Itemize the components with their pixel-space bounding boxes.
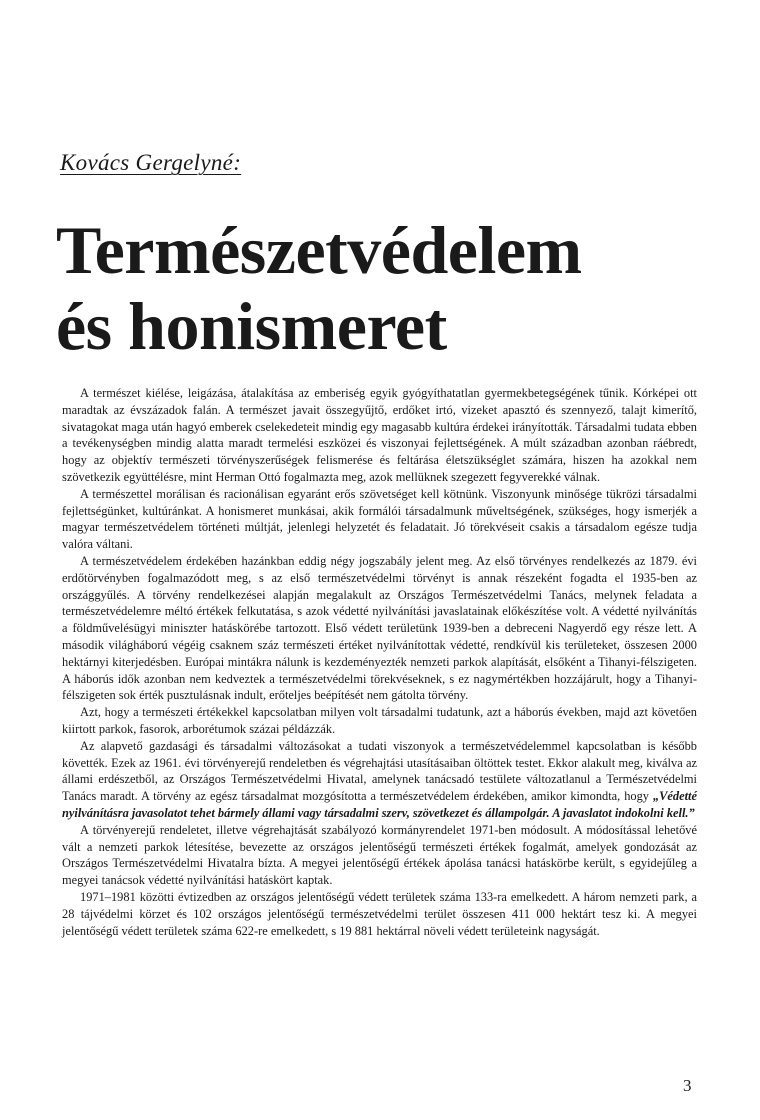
paragraph: Azt, hogy a természeti értékekkel kapcsolatban milyen volt társadalmi tudatunk, azt a háborús években, majd azt követően kiirtott parkok, fasorok, arborétumok százai példázzák. xyxy=(62,705,697,736)
paragraph: Az alapvető gazdasági és társadalmi változásokat a tudati viszonyok a természetvédelemmel kapcsolatban is később követték. Ezek az 1961. évi törvényerejű rendeletben és végrehajtási utasításaiban öltöttek testet. Ekkor alakult meg, kiválva az állami erdészetből, az Országos Természetvédelmi Hivatal, amelynek tanácsadó testülete változatlanul a Természetvédelmi Tanács maradt. A törvény az egész társadalmat mozgósította a természetvédelem érdekében, amikor kimondta, hogy „Védetté nyilvánításra javasolatot tehet bármely állami vagy társadalmi szerv, szövetkezet és állampolgár. A javaslatot indokolni kell.” xyxy=(62,738,697,820)
article-body xyxy=(62,385,697,939)
paragraph: 1971–1981 közötti évtizedben az országos jelentőségű védett területek száma 133-ra emelkedett. A három nemzeti park, a 28 tájvédelmi körzet és 102 országos jelentőségű természetvédelmi terület összesen 411 000 hektárt tesz ki. A megyei jelentőségű védett területek száma 622-re emelkedett, s 19 881 hektárral növeli védett területeink nagyságát. xyxy=(62,889,697,938)
title-line-1: Természetvédelem xyxy=(56,212,582,288)
paragraph: A törvényerejű rendeletet, illetve végrehajtását szabályozó kormányrendelet 1971-ben módosult. A módosítással lehetővé vált a nemzeti parkok létesítése, bevezette az országos jelentőségű természeti értékek fogalmát, amelyek gondozását az Országos Természetvédelmi Hivatalra bízta. A megyei jelentőségű értékek ápolása tanácsi hatáskörbe került, s egyidejűleg a megyei tanácsok védetté nyilvánítási hatáskört kaptak. xyxy=(62,822,697,888)
title-line-2: és honismeret xyxy=(56,288,447,364)
author-name: Kovács Gergelyné: xyxy=(60,150,242,175)
article-title xyxy=(56,212,716,364)
paragraph: A természettel morálisan és racionálisan egyaránt erős szövetséget kell kötnünk. Viszonyunk minősége tükrözi társadalmi fejlettségünket, kultúránkat. A honismeret munkásai, akik formálói társadalmunk műveltségének, szükséges, hogy ismerjék a magyar természetvédelem történeti múltját, jelenlegi helyzetét és feladatait. Jó törekvéseit csakis a társadalom egésze tudja valóra váltani. xyxy=(62,486,697,552)
page-number: 3 xyxy=(683,1076,692,1095)
paragraph: A természet kiélése, leigázása, átalakítása az emberiség egyik gyógyíthatatlan gyermekbetegségének tűnik. Kórképei ott maradtak az évszázadok falán. A természet javait összegyűjtő, erdőket irtó, vizeket apasztó és szennyező, talajt kimerítő, sivatagokat maga után hagyó emberek cselekedeteit mindig egy magasabb kultúra érdekei irányították. Társadalmi tudata ebben a tevékenységben mindig alatta maradt termelési eszközei és viszonyai fejlettségének. A múlt században azonban ráébredt, hogy az objektív természeti törvényszerűségek felismerése és feltárása életszükséglet számára, hiszen ha azokkal nem szövetkezik együttélésre, mint Herman Ottó fogalmazta meg, azok mellüknek szegezett fegyverekké válnak. xyxy=(62,386,697,484)
law-quote: „Védetté nyilvánításra javasolatot tehet bármely állami vagy társadalmi szerv, szövetkezet és állampolgár. A javaslatot indokolni kell.” xyxy=(62,789,697,820)
paragraph: A természetvédelem érdekében hazánkban eddig négy jogszabály jelent meg. Az első törvényes rendelkezés az 1879. évi erdőtörvényben fogalmazódott meg, s az első természetvédelmi törvényt is annak részeként fogadta el 1935-ben az országgyűlés. A törvény rendelkezései alapján megalakult az Országos Természetvédelmi Tanács, melynek feladata a természetvédelemre méltó értékek felkutatása, s azok védetté nyilvánítási javaslatainak előkészítése volt. A védetté nyilvánítás a földművelésügyi miniszter hatáskörébe tartozott. Első védett területünk 1939-ben a debreceni Nagyerdő egy része lett. A második világháború végéig csaknem száz természeti értéket nyilvánítottak védetté, rendkívül kis területeket, összesen 2000 hektárnyi kiterjedésben. Európai mintákra nálunk is kezdeményezték nemzeti parkok alapítását, elsőként a Tihanyi-félszigeten. A háborús idők azonban nem kedveztek a természetvédelmi törekvéseknek, s ez nagymértékben hozzájárult, hogy a Tihanyi-félszigeten sok érték pusztulásnak indult, erőteljes beépítését nem gátolta törvény. xyxy=(62,553,697,703)
